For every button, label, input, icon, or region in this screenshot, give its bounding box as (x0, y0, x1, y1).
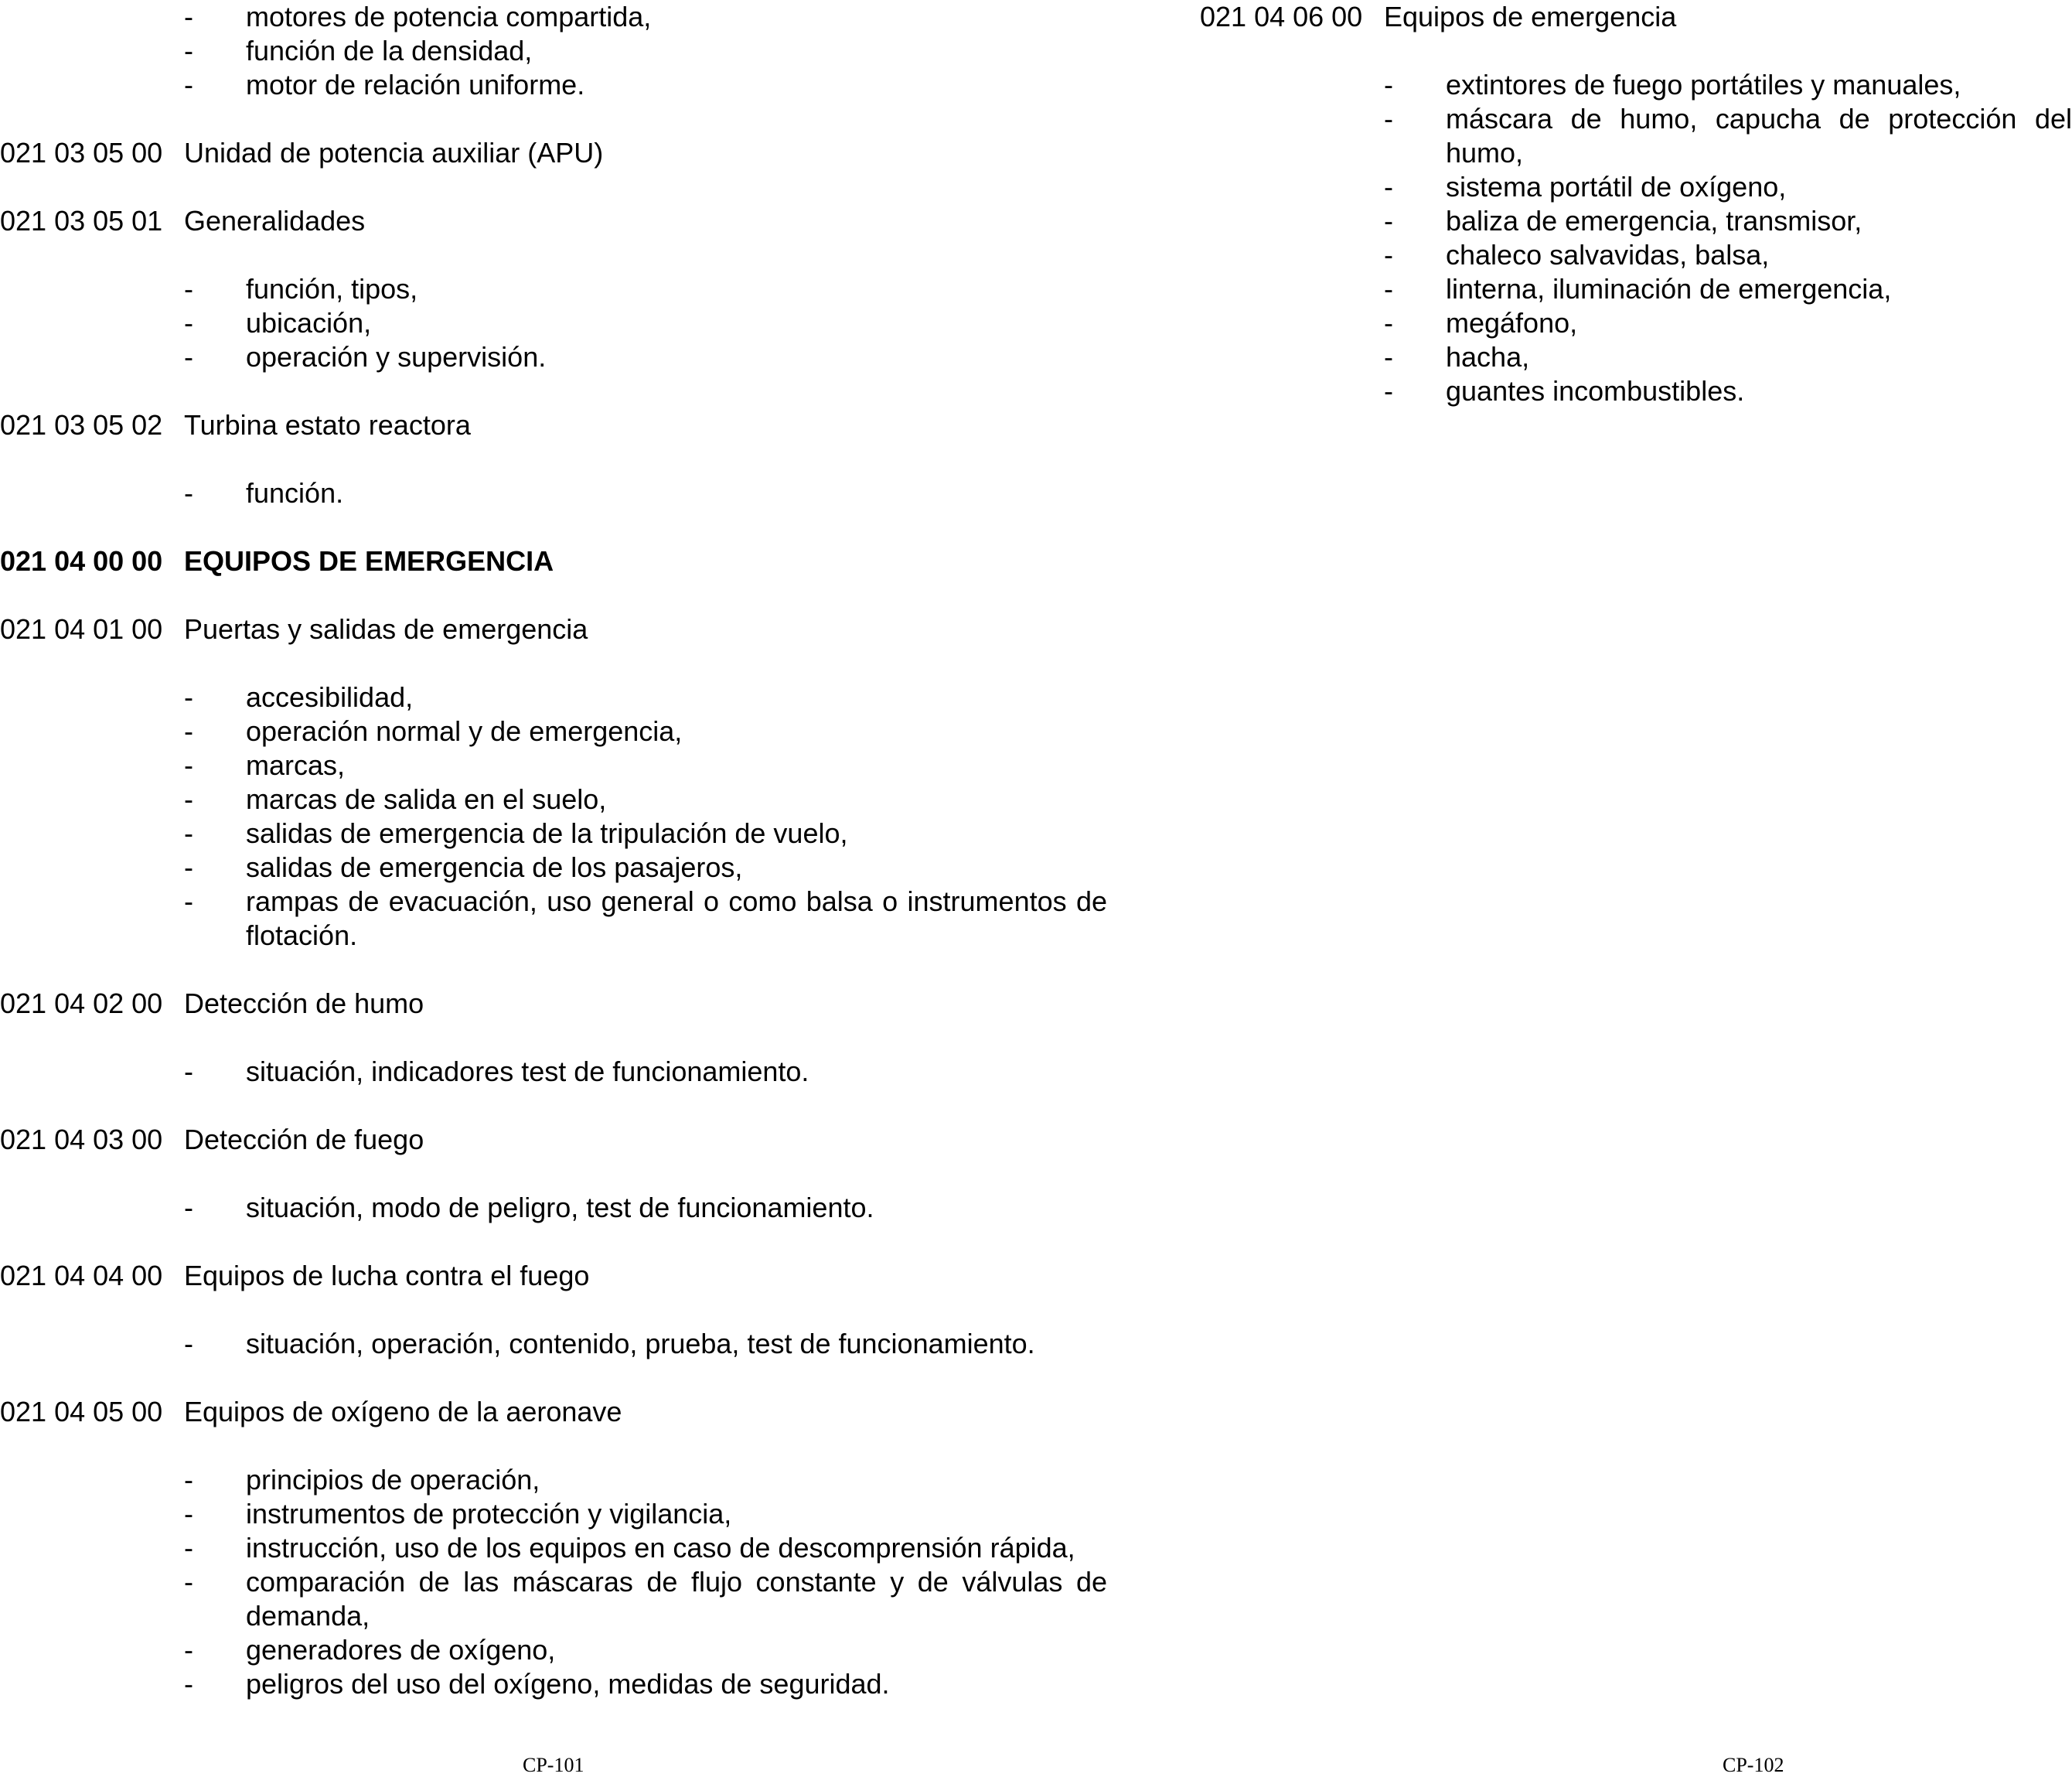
dash: - (184, 1056, 193, 1087)
list-item (0, 272, 1107, 306)
dash: - (184, 851, 193, 883)
item-text: instrucción, uso de los equipos en caso de descomprensión rápida, (246, 1532, 1075, 1564)
list-item (0, 476, 1107, 510)
item-text: marcas, (246, 749, 346, 781)
dash: - (1384, 375, 1393, 407)
section-code: 021 04 05 00 (0, 1396, 163, 1427)
item-text: rampas de evacuación, uso general o como balsa o instrumentos de flotación. (246, 885, 1107, 951)
section-heading (0, 1259, 1107, 1293)
dash: - (1384, 103, 1393, 135)
item-text: accesibilidad, (246, 681, 414, 713)
dash: - (184, 1498, 193, 1530)
list-item (0, 1531, 1107, 1565)
dash: - (1384, 307, 1393, 339)
dash: - (1384, 273, 1393, 305)
item-text: operación normal y de emergencia, (246, 715, 683, 747)
section-code: 021 04 03 00 (0, 1124, 163, 1155)
chapter-heading (0, 544, 1107, 578)
section-title: Equipos de oxígeno de la aeronave (184, 1396, 622, 1427)
section-code: 021 03 05 00 (0, 137, 163, 169)
list-item (1200, 374, 2072, 408)
dash: - (184, 1634, 193, 1666)
dash: - (184, 1668, 193, 1700)
dash: - (184, 1328, 193, 1359)
item-text: operación y supervisión. (246, 341, 547, 373)
item-list (1200, 68, 2072, 408)
dash: - (184, 1566, 193, 1598)
item-text: máscara de humo, capucha de protección del humo, (1446, 103, 2072, 169)
item-list (0, 476, 1107, 510)
list-item (1200, 102, 2072, 170)
section-code: 021 04 04 00 (0, 1260, 163, 1291)
dash: - (184, 307, 193, 339)
item-list (0, 1055, 1107, 1089)
list-item (0, 1497, 1107, 1531)
section-code: 021 03 05 01 (0, 205, 163, 237)
section-heading (0, 1395, 1107, 1429)
section-title: Generalidades (184, 205, 366, 237)
item-text: función de la densidad, (246, 35, 533, 67)
section-heading (0, 408, 1107, 442)
item-text: peligros del uso del oxígeno, medidas de seguridad. (246, 1668, 890, 1700)
item-text: linterna, iluminación de emergencia, (1446, 273, 1892, 305)
section-title: Equipos de emergencia (1384, 1, 1677, 32)
item-list (0, 680, 1107, 953)
section-title: Puertas y salidas de emergencia (184, 613, 588, 645)
dash: - (1384, 171, 1393, 203)
list-item (0, 1191, 1107, 1225)
page-number-right: CP-102 (1723, 1754, 1784, 1776)
list-item (0, 817, 1107, 851)
item-text: comparación de las máscaras de flujo constante y de válvulas de demanda, (246, 1566, 1107, 1632)
item-list (0, 272, 1107, 374)
right-column (1200, 0, 2072, 408)
page-number-left: CP-101 (523, 1754, 584, 1776)
intro-list (0, 0, 1107, 102)
list-item (1200, 68, 2072, 102)
item-text: generadores de oxígeno, (246, 1634, 556, 1666)
dash: - (184, 715, 193, 747)
item-text: hacha, (1446, 341, 1530, 373)
dash: - (184, 783, 193, 815)
list-item (0, 34, 1107, 68)
list-item (1200, 238, 2072, 272)
section-heading (1200, 0, 2072, 34)
dash: - (184, 749, 193, 781)
list-item (0, 885, 1107, 953)
section-code: 021 04 01 00 (0, 613, 163, 645)
item-text: instrumentos de protección y vigilancia, (246, 1498, 732, 1530)
item-text: megáfono, (1446, 307, 1578, 339)
list-item (0, 0, 1107, 34)
list-item (1200, 204, 2072, 238)
list-item (0, 851, 1107, 885)
dash: - (184, 1464, 193, 1496)
list-item (0, 1565, 1107, 1633)
list-item (0, 1055, 1107, 1089)
section-title: Detección de humo (184, 987, 424, 1019)
section-code: 021 04 06 00 (1200, 1, 1363, 32)
list-item (0, 749, 1107, 783)
section-code: 021 04 00 00 (0, 545, 163, 577)
item-text: sistema portátil de oxígeno, (1446, 171, 1787, 203)
section-heading (0, 1123, 1107, 1157)
item-text: motores de potencia compartida, (246, 1, 652, 32)
item-text: función, tipos, (246, 273, 418, 305)
list-item (0, 783, 1107, 817)
item-text: situación, operación, contenido, prueba, test de funcionamiento. (246, 1328, 1035, 1359)
dash: - (184, 1532, 193, 1564)
dash: - (1384, 239, 1393, 271)
item-list (0, 1191, 1107, 1225)
list-item (0, 680, 1107, 715)
list-item (0, 1327, 1107, 1361)
section-heading (0, 612, 1107, 646)
list-item (0, 340, 1107, 374)
section-code: 021 03 05 02 (0, 409, 163, 441)
item-list (0, 1327, 1107, 1361)
list-item (0, 1667, 1107, 1701)
dash: - (184, 681, 193, 713)
dash: - (184, 885, 193, 917)
dash: - (184, 273, 193, 305)
item-text: baliza de emergencia, transmisor, (1446, 205, 1862, 237)
dash: - (184, 817, 193, 849)
dash: - (184, 341, 193, 373)
item-list (0, 1463, 1107, 1701)
dash: - (184, 69, 193, 101)
item-text: salidas de emergencia de los pasajeros, (246, 851, 743, 883)
list-item (0, 1463, 1107, 1497)
list-item (0, 1633, 1107, 1667)
section-title: Equipos de lucha contra el fuego (184, 1260, 590, 1291)
section-heading (0, 987, 1107, 1021)
section-code: 021 04 02 00 (0, 987, 163, 1019)
item-text: extintores de fuego portátiles y manuales, (1446, 69, 1961, 101)
list-item (1200, 340, 2072, 374)
item-text: motor de relación uniforme. (246, 69, 585, 101)
item-text: guantes incombustibles. (1446, 375, 1745, 407)
item-text: ubicación, (246, 307, 372, 339)
list-item (1200, 306, 2072, 340)
item-text: situación, modo de peligro, test de funcionamiento. (246, 1192, 874, 1223)
list-item (0, 306, 1107, 340)
dash: - (184, 477, 193, 509)
section-heading (0, 204, 1107, 238)
section-title: Detección de fuego (184, 1124, 424, 1155)
list-item (0, 68, 1107, 102)
section-title: EQUIPOS DE EMERGENCIA (184, 545, 554, 577)
dash: - (1384, 205, 1393, 237)
item-text: principios de operación, (246, 1464, 540, 1496)
item-text: función. (246, 477, 344, 509)
list-item (0, 715, 1107, 749)
list-item (1200, 272, 2072, 306)
item-text: marcas de salida en el suelo, (246, 783, 607, 815)
list-item (1200, 170, 2072, 204)
item-text: chaleco salvavidas, balsa, (1446, 239, 1770, 271)
dash: - (1384, 69, 1393, 101)
dash: - (184, 1192, 193, 1223)
item-text: salidas de emergencia de la tripulación de vuelo, (246, 817, 848, 849)
item-text: situación, indicadores test de funcionamiento. (246, 1056, 809, 1087)
dash: - (184, 1, 193, 32)
dash: - (1384, 341, 1393, 373)
section-title: Unidad de potencia auxiliar (APU) (184, 137, 604, 169)
section-title: Turbina estato reactora (184, 409, 471, 441)
section-heading (0, 136, 1107, 170)
dash: - (184, 35, 193, 67)
